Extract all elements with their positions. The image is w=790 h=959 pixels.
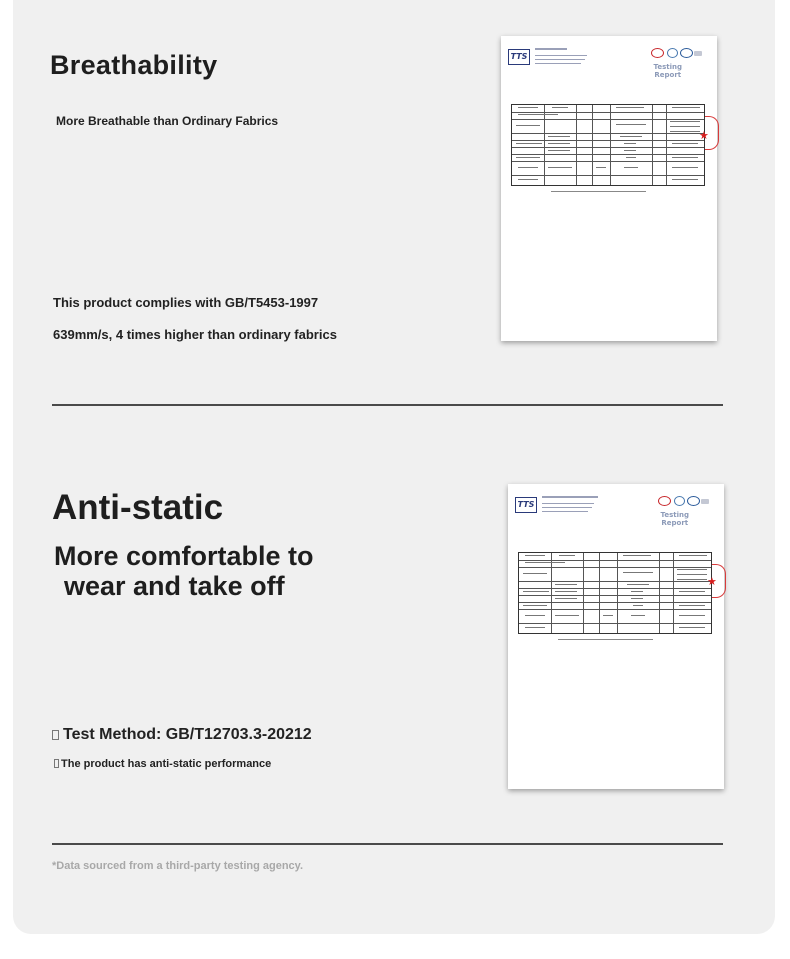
report-table [511,104,705,186]
breathability-subtitle: More Breathable than Ordinary Fabrics [56,114,279,128]
box-glyph-icon [52,730,59,740]
red-star-icon: ★ [707,576,717,588]
breathability-result: 639mm/s, 4 times higher than ordinary fabrics [53,327,337,342]
red-star-icon: ★ [699,130,709,142]
report-table [518,552,712,634]
certification-badges [651,48,703,60]
anti-static-title: Anti-static [52,488,224,527]
section-divider [52,404,723,406]
tts-logo: TTS [508,49,530,65]
anti-static-subtitle: More comfortable to wear and take off [54,541,314,601]
testing-report-image-1 [501,36,717,341]
testing-report-image-2 [508,484,724,789]
testing-report-label: Testing Report [660,511,689,527]
test-method: Test Method: GB/T12703.3-20212 [52,726,312,744]
footer-divider [52,843,723,845]
breathability-title: Breathability [50,50,218,80]
certification-badges [658,496,710,508]
anti-static-performance: The product has anti-static performance [54,758,271,770]
box-glyph-icon [54,759,59,768]
tts-logo: TTS [515,497,537,513]
testing-report-label: Testing Report [653,63,682,79]
source-note: *Data sourced from a third-party testing agency. [52,860,304,872]
breathability-standard: This product complies with GB/T5453-1997 [53,295,319,310]
